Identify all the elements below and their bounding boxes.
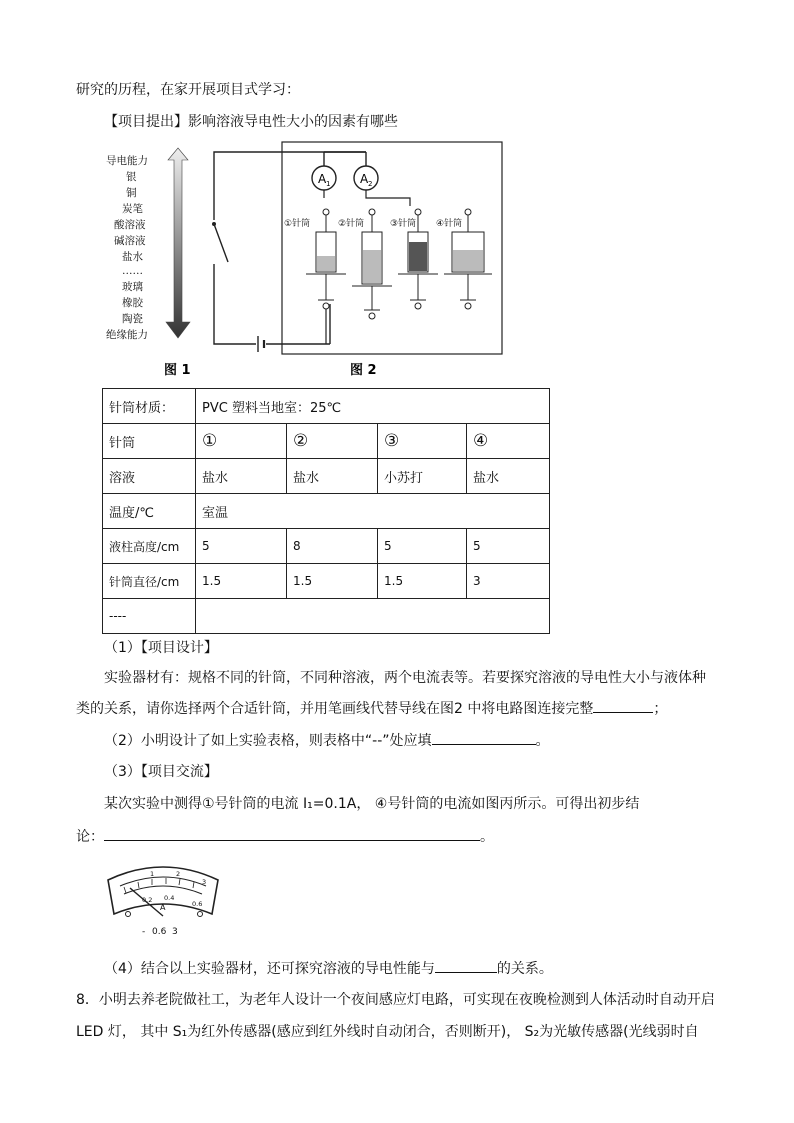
project-raise-heading: 【项目提出】影响溶液导电性大小的因素有哪些	[104, 114, 398, 130]
row-solution-label: 溶液	[103, 459, 196, 494]
q2-end: 。	[535, 733, 550, 749]
height-cell: 5	[467, 529, 550, 564]
terminal-06: 0.6	[152, 927, 167, 937]
material-5: 盐水	[122, 251, 143, 263]
material-4: 碱溶液	[114, 235, 146, 247]
q4-line	[104, 958, 553, 979]
material-1: 铜	[126, 187, 137, 199]
scale-top-3: 3	[202, 878, 207, 886]
blank-cell	[196, 599, 550, 634]
material-9: 陶瓷	[122, 313, 143, 325]
q3-line2	[76, 826, 494, 847]
q1-line2-text: 类的关系，请你选择两个合适针筒，并用笔画线代替导线在图2 中将电路图连接完整	[76, 701, 594, 717]
material-3: 酸溶液	[114, 219, 146, 231]
syringe-label-4: ④针筒	[436, 219, 463, 229]
syringe-label-2: ②针筒	[338, 219, 365, 229]
svg-text:2: 2	[368, 180, 373, 188]
row-height-label: 液柱高度/cm	[103, 529, 196, 564]
q3-end: 。	[480, 829, 494, 845]
row-blank-label: ----	[103, 599, 196, 634]
syringe-cell: ①	[196, 424, 287, 459]
circuit-figure	[100, 140, 510, 380]
insulation-title: 绝缘能力	[106, 329, 148, 341]
svg-text:1: 1	[326, 180, 331, 188]
q2-text: （2）小明设计了如上实验表格，则表格中“--”处应填	[104, 733, 432, 749]
q1-title: （1）【项目设计】	[104, 640, 218, 656]
material-0: 银	[126, 171, 137, 183]
q1-line2-end: ；	[653, 701, 668, 717]
q8-line1: 8．小明去养老院做社工，为老年人设计一个夜间感应灯电路，可实现在夜晚检测到人体活动时自动开启	[76, 992, 715, 1008]
q4-text: （4）结合以上实验器材，还可探究溶液的导电性能与	[104, 961, 435, 977]
solution-cell: 盐水	[467, 459, 550, 494]
height-cell: 8	[287, 529, 378, 564]
q3-title: （3）【项目交流】	[104, 764, 218, 780]
syringe-label-3: ③针筒	[390, 219, 417, 229]
q2-answer-blank[interactable]	[432, 730, 536, 745]
material-label: 针筒材质：	[103, 389, 196, 424]
svg-text:A: A	[318, 172, 327, 186]
fig2-caption: 图 2	[350, 363, 377, 378]
switch	[214, 224, 228, 262]
diameter-cell: 1.5	[196, 564, 287, 599]
scale-top-2: 2	[176, 870, 181, 878]
q1-line1: 实验器材有：规格不同的针筒，不同种溶液，两个电流表等。若要探究溶液的导电性大小与液体种	[104, 670, 706, 686]
q3-line1: 某次实验中测得①号针筒的电流 I₁=0.1A， ④号针筒的电流如图丙所示。可得出初步结	[104, 796, 640, 812]
syringe-cell: ③	[378, 424, 467, 459]
scale-bottom-2: 0.4	[164, 894, 175, 902]
height-cell: 5	[196, 529, 287, 564]
temp-value: 室温	[196, 494, 550, 529]
q2-line	[104, 730, 550, 751]
terminal-neg: -	[142, 927, 146, 937]
syringe-cell: ④	[467, 424, 550, 459]
experiment-table	[102, 388, 550, 634]
diameter-cell: 1.5	[378, 564, 467, 599]
row-temp-label: 温度/℃	[103, 494, 196, 529]
q8-line2: LED 灯， 其中 S₁为红外传感器(感应到红外线时自动闭合，否则断开)， S₂为光敏传感器(光线弱时自	[76, 1024, 699, 1040]
row-diameter-label: 针筒直径/cm	[103, 564, 196, 599]
ammeter-dial	[104, 858, 222, 940]
conductivity-title: 导电能力	[106, 155, 148, 167]
scale-top-1: 1	[150, 870, 155, 878]
scale-bottom-3: 0.6	[192, 900, 203, 908]
q4-end: 的关系。	[496, 961, 553, 977]
gradient-arrow	[166, 148, 190, 338]
svg-text:A: A	[360, 172, 369, 186]
material-7: 玻璃	[122, 281, 143, 293]
terminal-3: 3	[172, 927, 178, 937]
q4-answer-blank[interactable]	[435, 958, 497, 973]
q1-line2	[76, 698, 667, 719]
diameter-cell: 3	[467, 564, 550, 599]
solution-cell: 盐水	[287, 459, 378, 494]
material-2: 炭笔	[122, 203, 143, 215]
material-6: ……	[122, 265, 143, 277]
q1-answer-blank[interactable]	[593, 698, 653, 713]
diameter-cell: 1.5	[287, 564, 378, 599]
intro-text: 研究的历程，在家开展项目式学习：	[76, 82, 300, 98]
material-value: PVC 塑料当地室：25℃	[196, 389, 550, 424]
q3-line2-text: 论：	[76, 829, 104, 845]
q3-answer-blank[interactable]	[104, 826, 480, 841]
scale-bottom-1: 0.2	[142, 896, 153, 904]
row-syringe-label: 针筒	[103, 424, 196, 459]
meter-unit: A	[160, 903, 166, 912]
syringe-label-1: ①针筒	[284, 219, 311, 229]
solution-cell: 盐水	[196, 459, 287, 494]
syringe-cell: ②	[287, 424, 378, 459]
solution-cell: 小苏打	[378, 459, 467, 494]
fig1-caption: 图 1	[164, 363, 191, 378]
height-cell: 5	[378, 529, 467, 564]
material-8: 橡胶	[122, 297, 143, 309]
